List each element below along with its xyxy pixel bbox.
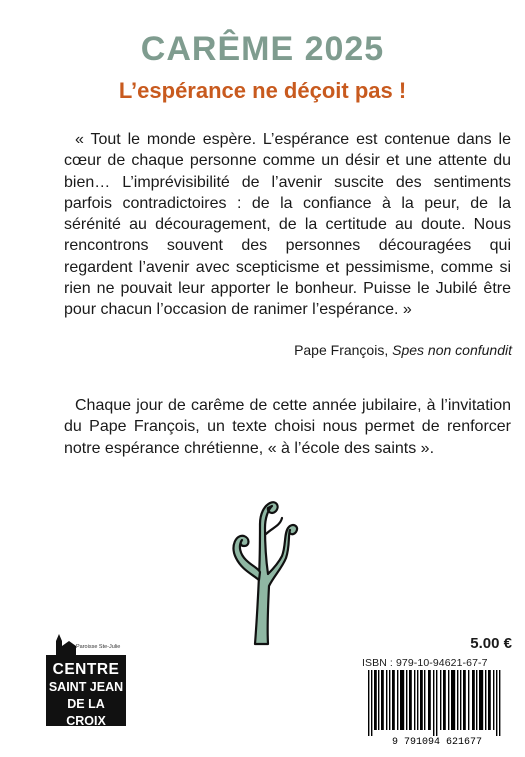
quote-attribution	[294, 342, 512, 358]
publisher-box	[46, 655, 126, 726]
cover-subtitle: L’espérance ne déçoit pas !	[118, 78, 407, 103]
church-icon	[48, 633, 78, 657]
quote-text: « Tout le monde espère. L’espérance est contenue dans le cœur de chaque personne comme un désir et une attente du bien… L’imprévisibilité de l’avenir suscite des sentiments parfois contradictoires : de la confiance à la peur, de la sérénité au découragement, de la certitude au doute. Nous rencontrons souvent des personnes découragées qui regardent l’avenir avec scepticisme et pessimisme, comme si rien ne pouvait leur apporter le bonheur. Puisse le Jubilé être pour chacun l’occasion de ranimer l’espérance. »	[64, 131, 511, 319]
isbn-text: ISBN : 979-10-94621-67-7	[362, 657, 488, 669]
quote-author: Pape François,	[294, 342, 389, 358]
quote-work: Spes non confundit	[392, 342, 512, 358]
barcode-bars	[362, 670, 513, 746]
barcode-digits: 9 791094 621677	[391, 737, 483, 746]
price-label: 5.00 €	[470, 635, 512, 652]
publisher-small-text: Paroisse Ste-Julie	[76, 644, 121, 650]
intro-text: Chaque jour de carême de cette année jubilaire, à l’invitation du Pape François, un texte choisi nous permet de renforcer notre espérance chrétienne, « à l’école des saints ».	[64, 397, 511, 457]
publisher-line1: CENTRE	[52, 661, 120, 678]
publisher-line3: DE LA CROIX	[66, 697, 106, 728]
isbn-barcode	[362, 656, 513, 746]
sprout-icon	[222, 488, 304, 646]
publisher-line2: SAINT JEAN	[48, 680, 124, 694]
cover-title: CARÊME 2025	[140, 30, 385, 68]
publisher-logo	[46, 633, 126, 728]
